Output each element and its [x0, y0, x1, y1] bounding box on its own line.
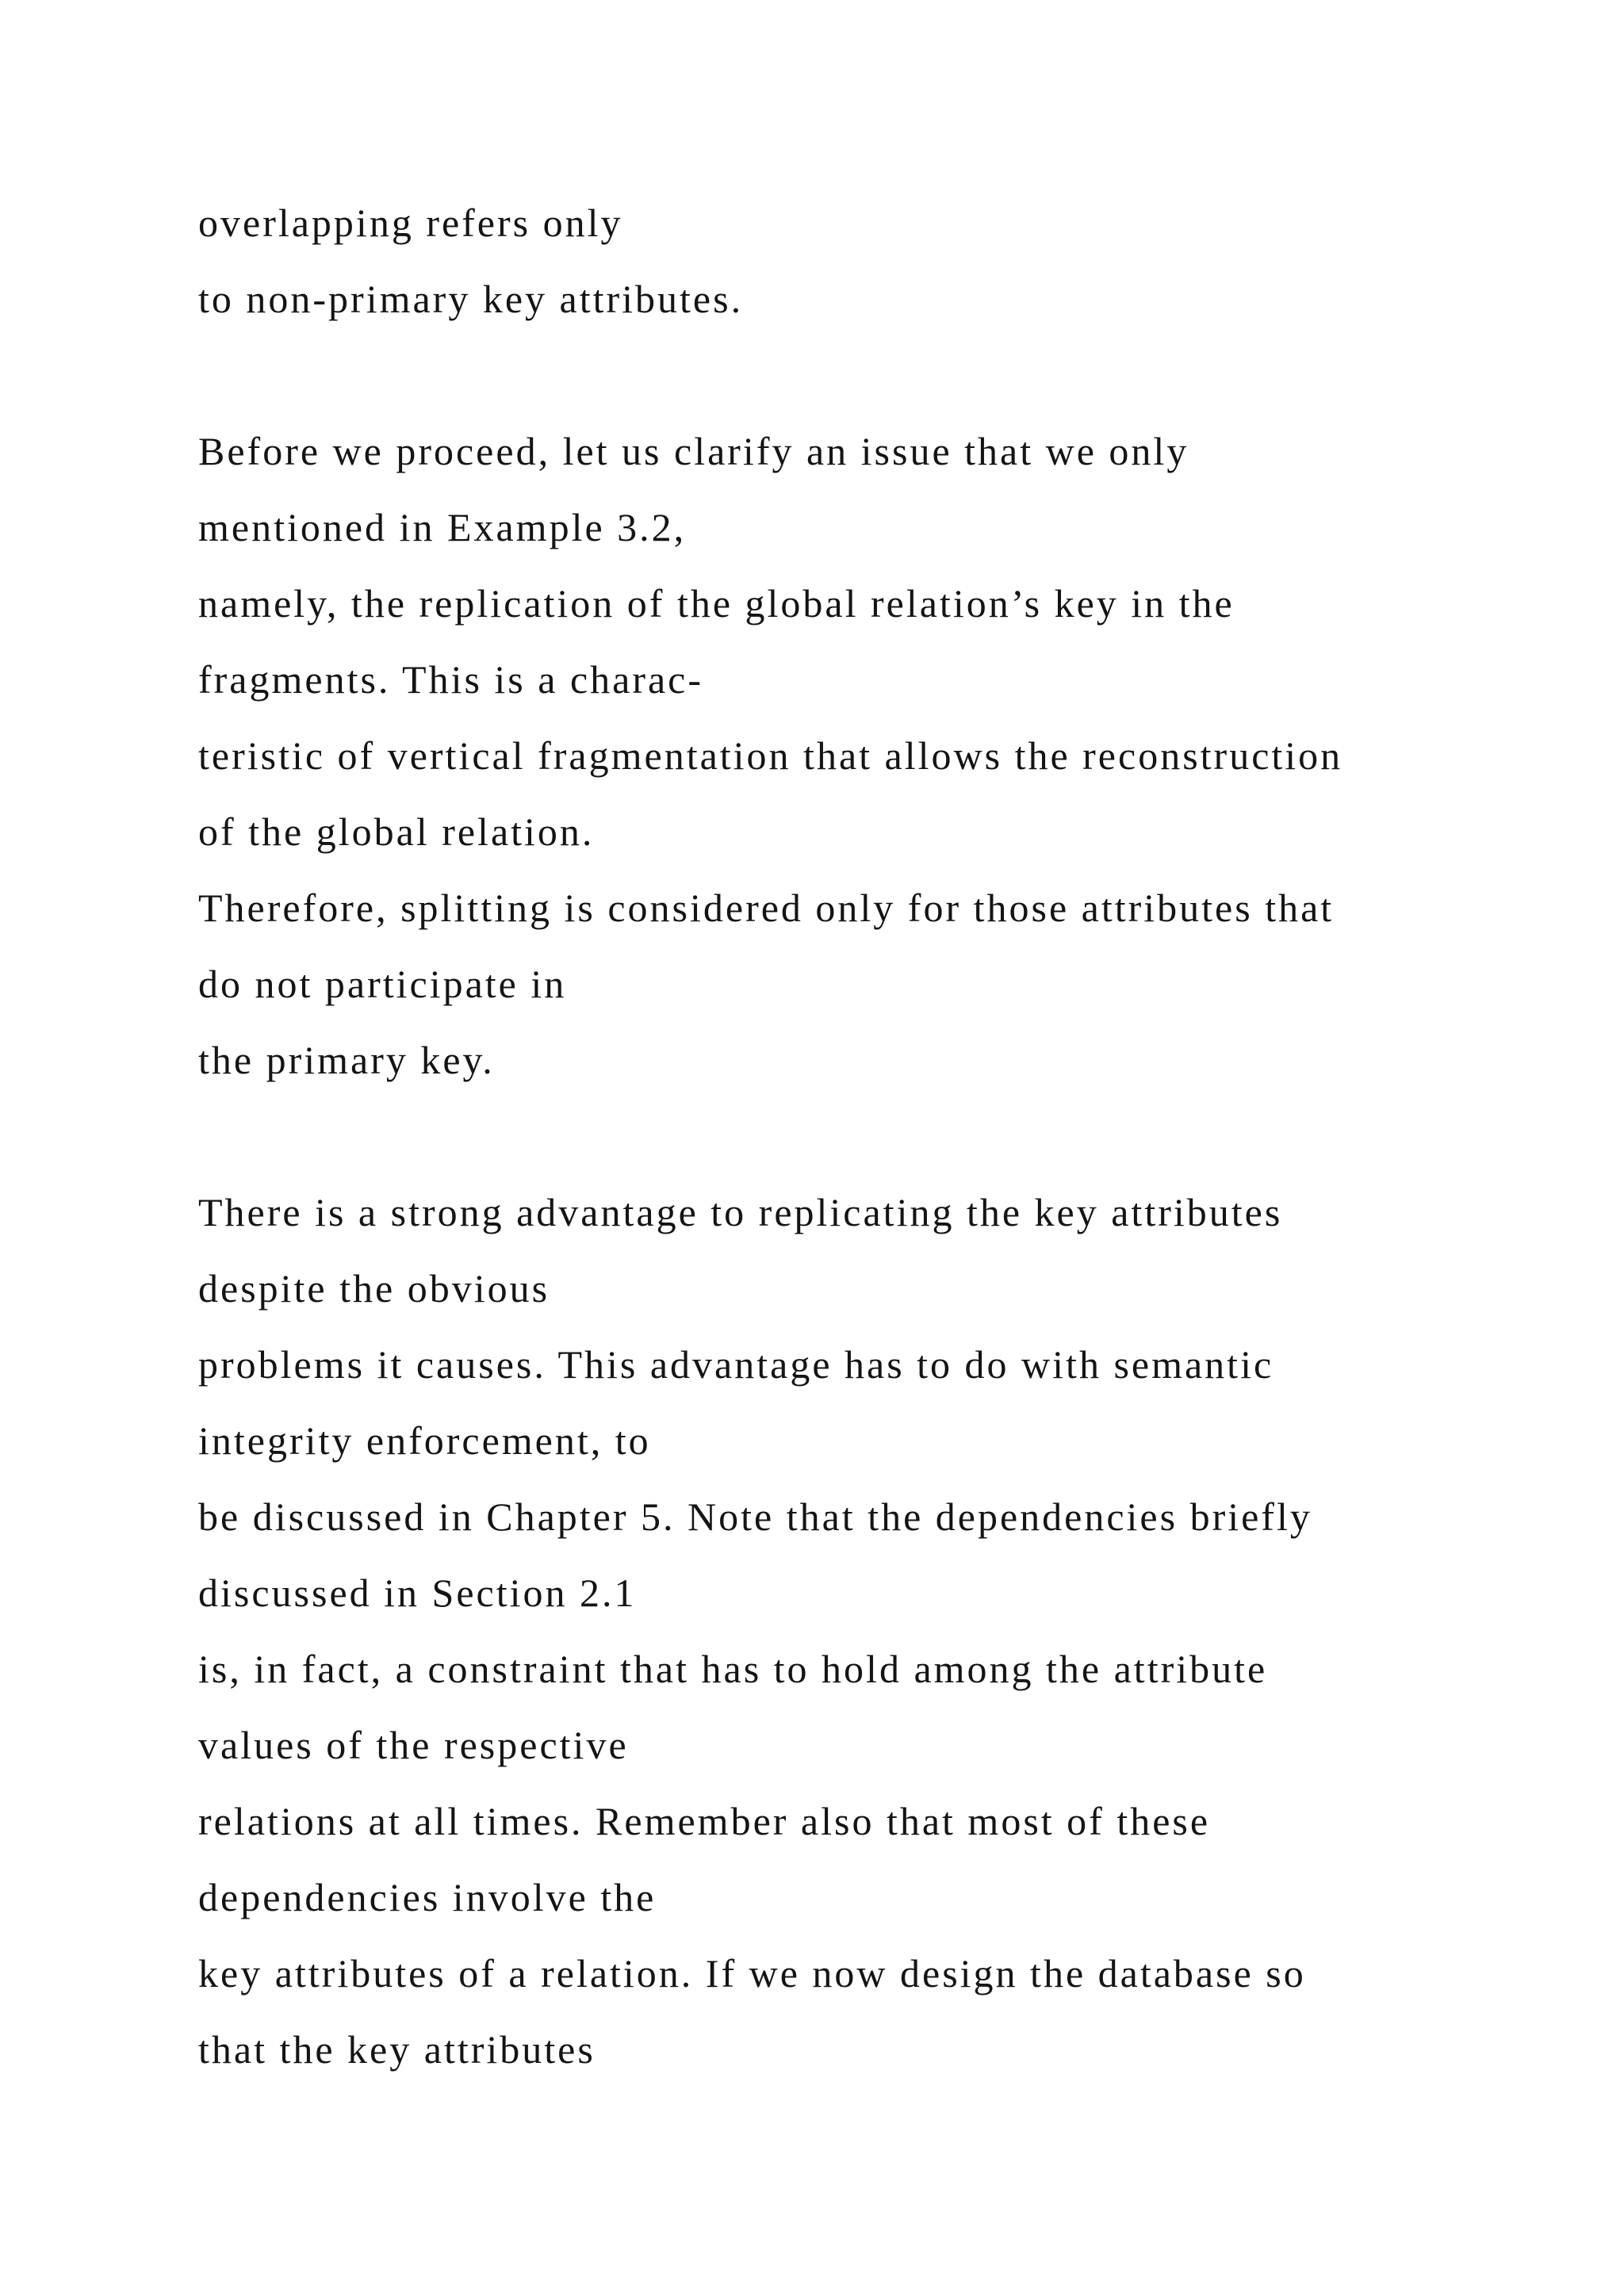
text-line: to non-primary key attributes.	[198, 277, 744, 321]
text-line: fragments. This is a charac-	[198, 657, 704, 702]
text-line: do not participate in	[198, 962, 567, 1006]
text-line: Therefore, splitting is considered only for those attributes that	[198, 886, 1335, 930]
text-line: problems it causes. This advantage has to do with semantic	[198, 1342, 1274, 1387]
text-line: overlapping refers only	[198, 201, 623, 245]
text-line: values of the respective	[198, 1723, 629, 1767]
text-line: Before we proceed, let us clarify an issue that we only	[198, 429, 1189, 473]
text-line: discussed in Section 2.1	[198, 1571, 637, 1615]
text-line: relations at all times. Remember also that most of these	[198, 1799, 1211, 1843]
text-line: teristic of vertical fragmentation that allows the reconstruction	[198, 733, 1343, 778]
text-line: There is a strong advantage to replicating the key attributes	[198, 1190, 1283, 1234]
text-line: dependencies involve the	[198, 1875, 657, 1919]
text-line: the primary key.	[198, 1038, 495, 1082]
text-line: be discussed in Chapter 5. Note that the dependencies briefly	[198, 1494, 1312, 1539]
text-line: integrity enforcement, to	[198, 1418, 651, 1463]
text-line: namely, the replication of the global relation’s key in the	[198, 581, 1235, 626]
text-line: that the key attributes	[198, 2027, 596, 2072]
text-line: of the global relation.	[198, 809, 595, 854]
text-line: mentioned in Example 3.2,	[198, 505, 687, 549]
text-line: key attributes of a relation. If we now design the database so	[198, 1951, 1306, 1996]
text-line: despite the obvious	[198, 1266, 550, 1311]
text-line: is, in fact, a constraint that has to hold among the attribute	[198, 1647, 1268, 1691]
